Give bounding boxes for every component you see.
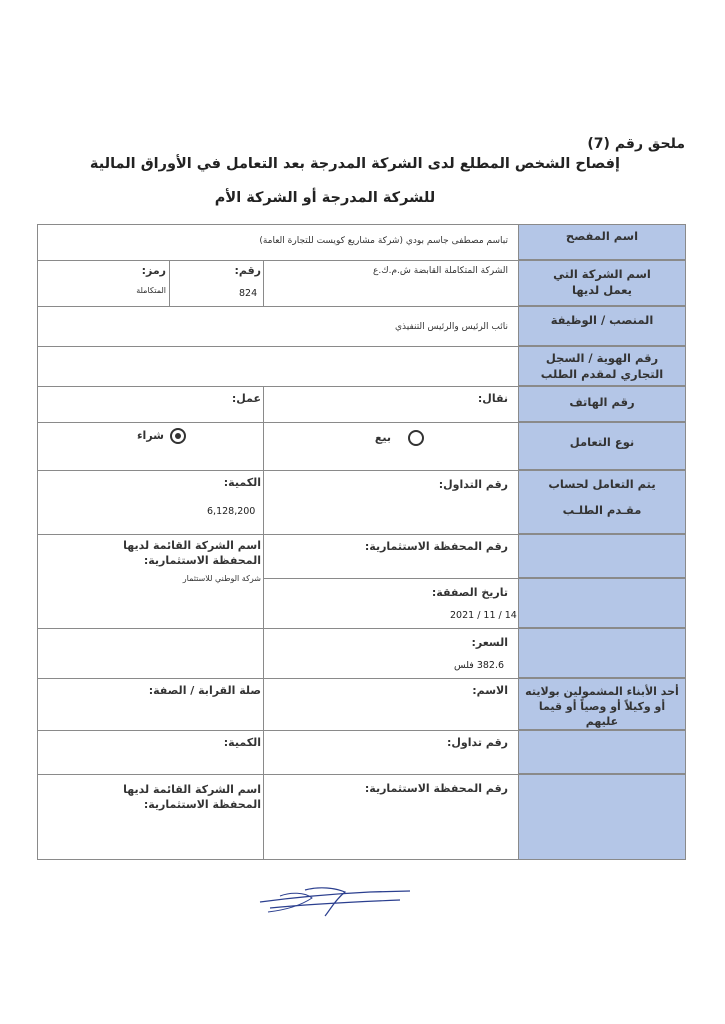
mobile-label: نقال: xyxy=(477,392,508,405)
symbol-label: رمز: xyxy=(141,264,166,277)
deal-account-line1: يتم التعامل لحساب xyxy=(548,477,656,491)
relative-name-label: الاسم: xyxy=(472,684,508,697)
relative-portfolio-company-label: اسم الشركة القائمة لديها المحفظة الاستثمارية: xyxy=(123,783,261,812)
buy-radio[interactable] xyxy=(170,428,186,444)
buy-radio-selected-dot xyxy=(175,433,181,439)
form-subtitle: للشركة المدرجة أو الشركة الأم xyxy=(214,190,436,206)
signature xyxy=(250,880,420,920)
annex-number: ملحق رقم (7) xyxy=(587,136,685,152)
price-value: 382.6 فلس xyxy=(454,660,505,671)
label-company: اسم الشركة التي يعمل لديها xyxy=(518,260,686,306)
label-phone: رقم الهاتف xyxy=(518,386,686,422)
form-title: إفصاح الشخص المطلع لدى الشركة المدرجة بعد التعامل في الأوراق المالية xyxy=(89,156,620,172)
number-label: رقم: xyxy=(234,264,261,277)
relative-relation-label: صلة القرابة / الصفة: xyxy=(148,684,261,697)
company-name-value: الشركة المتكاملة القابضة ش.م.ك.ع xyxy=(372,266,508,276)
sell-label: بيع xyxy=(374,431,391,444)
label-blank-1 xyxy=(518,534,686,578)
label-deal-account xyxy=(518,470,686,534)
portfolio-company-label: اسم الشركة القائمة لديها المحفظة الاستثمارية: xyxy=(123,539,261,568)
label-blank-3 xyxy=(518,628,686,678)
work-label: عمل: xyxy=(231,392,261,405)
sell-radio[interactable] xyxy=(408,430,424,446)
label-blank-2 xyxy=(518,578,686,628)
deal-date-label: تاريخ الصفقة: xyxy=(431,586,508,599)
trading-number-label: رقم التداول: xyxy=(438,478,508,491)
label-deal-type: نوع التعامل xyxy=(518,422,686,470)
discloser-name-value: تباسم مصطفى جاسم بودي (شركة مشاريع كويست للتجارة العامة) xyxy=(259,236,508,246)
quantity-value: 6,128,200 xyxy=(207,506,256,517)
symbol-value: المتكاملة xyxy=(136,286,166,295)
label-discloser-name: اسم المفصح xyxy=(518,224,686,260)
label-id-number: رقم الهوية / السجل التجاري لمقدم الطلب xyxy=(518,346,686,386)
label-relatives: أحد الأبناء المشمولين بولايته أو وكيلاً أو وصياً أو قيما عليهم xyxy=(518,678,686,730)
price-label: السعر: xyxy=(471,636,508,649)
deal-date-value: 2021 / 11 / 14 xyxy=(450,610,517,621)
label-blank-4 xyxy=(518,730,686,774)
disclosure-form xyxy=(37,224,686,860)
buy-label: شراء xyxy=(136,429,164,442)
label-position: المنصب / الوظيفة xyxy=(518,306,686,346)
label-blank-5 xyxy=(518,774,686,860)
relative-quantity-label: الكمية: xyxy=(223,736,261,749)
portfolio-company-value: شركة الوطني للاستثمار xyxy=(182,574,261,583)
number-value: 824 xyxy=(239,288,258,299)
relative-portfolio-number-label: رقم المحفظة الاستثمارية: xyxy=(364,782,508,795)
deal-account-line2: مقـدم الطلـب xyxy=(562,502,642,517)
quantity-label: الكمية: xyxy=(223,476,261,489)
portfolio-number-label: رقم المحفظة الاستثمارية: xyxy=(364,540,508,553)
position-value: نائب الرئيس والرئيس التنفيذي xyxy=(394,322,508,332)
relative-trading-label: رقم تداول: xyxy=(446,736,508,749)
